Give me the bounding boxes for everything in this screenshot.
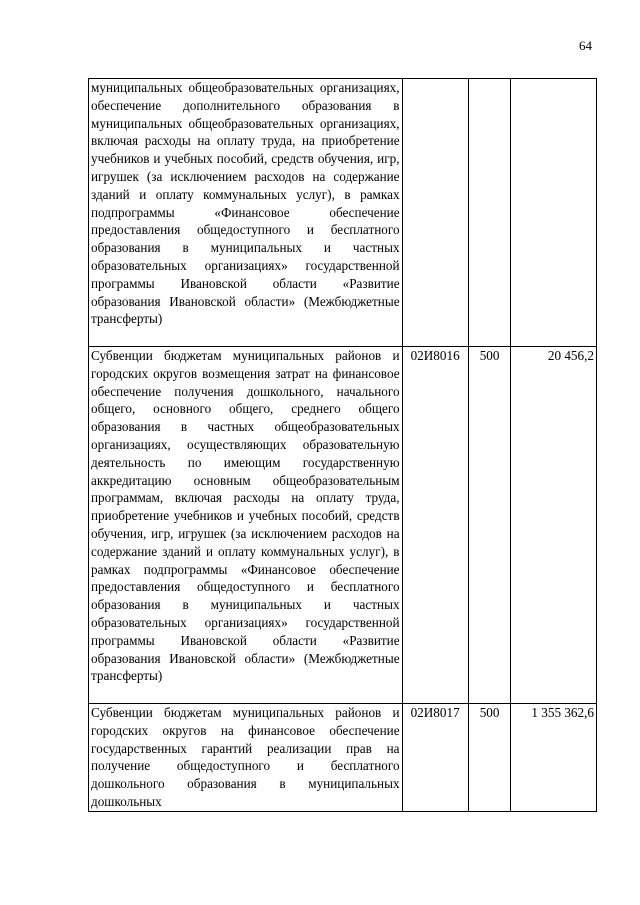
table-row	[89, 704, 597, 812]
table-row	[89, 347, 597, 704]
row-description: муниципальных общеобразовательных организациях, обеспечение дополнительного образования в муниципальных общеобразовательных организациях, включая расходы на оплату труда, на приобретение учебников и учебных пособий, средств обучения, игр, игрушек (за исключением расходов на содержание зданий и оплату коммунальных услуг), в рамках подпрограммы «Финансовое обеспечение предоставления общедоступного и бесплатного образования в муниципальных и частных образовательных организациях» государственной программы Ивановской области «Развитие образования Ивановской области» (Межбюджетные трансферты)	[89, 79, 403, 347]
row-expense-type: 500	[468, 704, 511, 812]
row-target-code: 02И8016	[402, 347, 468, 704]
row-expense-type	[468, 79, 511, 347]
row-amount: 1 355 362,6	[511, 704, 597, 812]
page-number: 64	[579, 38, 592, 53]
row-amount	[511, 79, 597, 347]
row-description: Субвенции бюджетам муниципальных районов и городских округов на финансовое обеспечение государственных гарантий реализации прав на получение общедоступного и бесплатного дошкольного образования в муниципальных дошкольных	[89, 704, 403, 812]
row-target-code	[402, 79, 468, 347]
row-target-code: 02И8017	[402, 704, 468, 812]
budget-table	[88, 78, 597, 812]
row-description: Субвенции бюджетам муниципальных районов и городских округов возмещения затрат на финансовое обеспечение получения дошкольного, начального общего, основного общего, среднего общего образования в частных общеобразовательных организациях, осуществляющих образовательную деятельность по имеющим государственную аккредитацию основным общеобразовательным программам, включая расходы на оплату труда, приобретение учебников и учебных пособий, средств обучения, игр, игрушек (за исключением расходов на содержание зданий и оплату коммунальных услуг), в рамках подпрограммы «Финансовое обеспечение предоставления общедоступного и бесплатного образования в муниципальных и частных образовательных организациях» государственной программы Ивановской области «Развитие образования Ивановской области» (Межбюджетные трансферты)	[89, 347, 403, 704]
row-amount: 20 456,2	[511, 347, 597, 704]
table-row	[89, 79, 597, 347]
row-expense-type: 500	[468, 347, 511, 704]
